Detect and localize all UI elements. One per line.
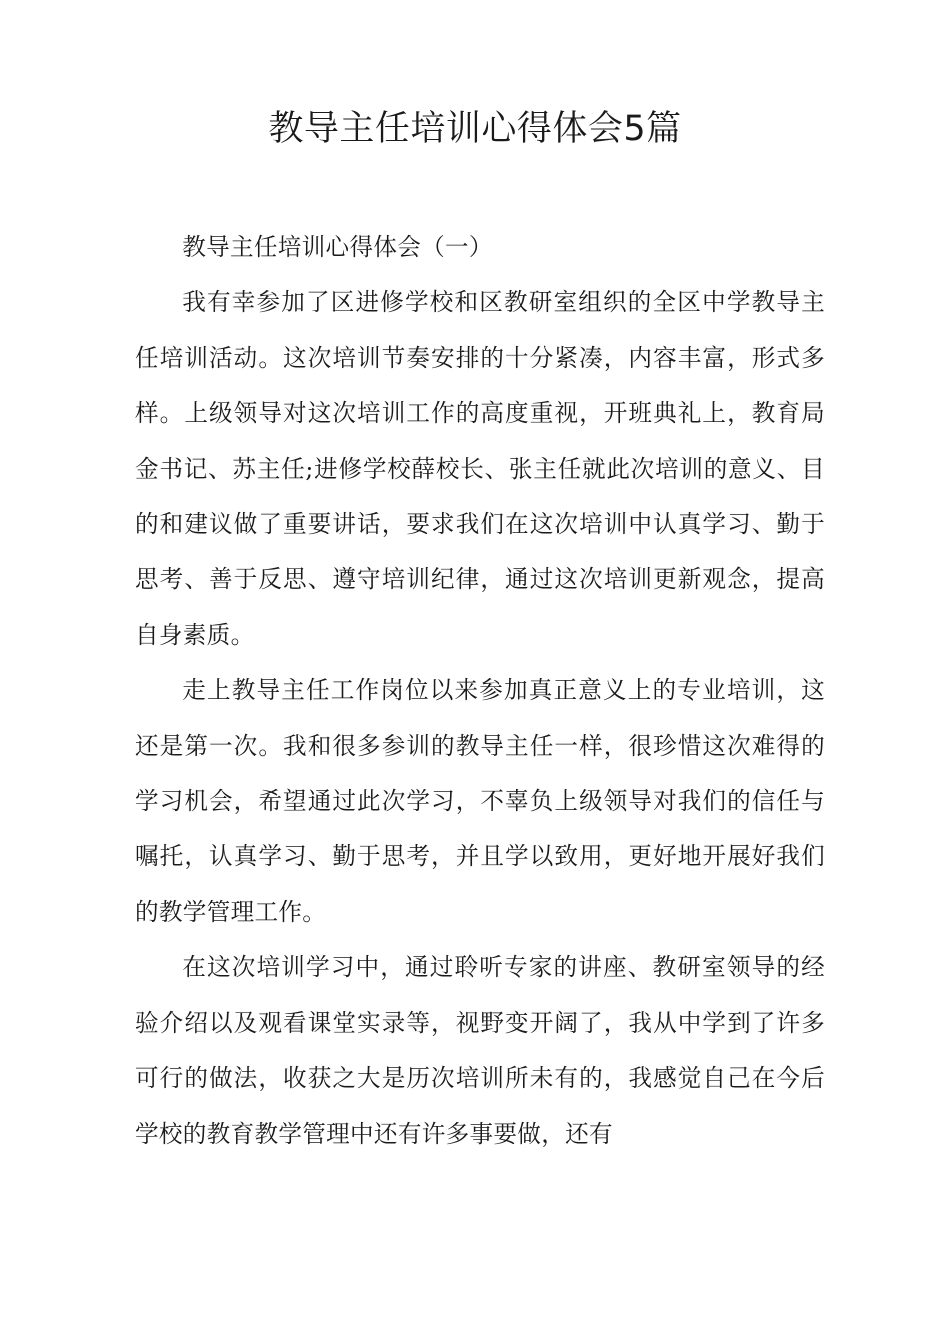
- paragraph-3: 在这次培训学习中，通过聆听专家的讲座、教研室领导的经验介绍以及观看课堂实录等，视野变开阔了，我从中学到了许多可行的做法，收获之大是历次培训所未有的，我感觉自己在今后学校的教育教学管理中还有许多事要做，还有: [135, 953, 825, 1148]
- paragraph-1: 我有幸参加了区进修学校和区教研室组织的全区中学教导主任培训活动。这次培训节奏安排的十分紧凑，内容丰富，形式多样。上级领导对这次培训工作的高度重视，开班典礼上，教育局金书记、苏主任;进修学校薛校长、张主任就此次培训的意义、目的和建议做了重要讲话，要求我们在这次培训中认真学习、勤于思考、善于反思、遵守培训纪律，通过这次培训更新观念，提高自身素质。: [135, 288, 825, 649]
- paragraph-2: 走上教导主任工作岗位以来参加真正意义上的专业培训，这还是第一次。我和很多参训的教导主任一样，很珍惜这次难得的学习机会，希望通过此次学习，不辜负上级领导对我们的信任与嘱托，认真学习、勤于思考，并且学以致用，更好地开展好我们的教学管理工作。: [135, 676, 825, 926]
- document-title: 教导主任培训心得体会5篇: [268, 109, 682, 149]
- document-body: [135, 220, 825, 1162]
- section-heading: 教导主任培训心得体会（一）: [182, 233, 493, 261]
